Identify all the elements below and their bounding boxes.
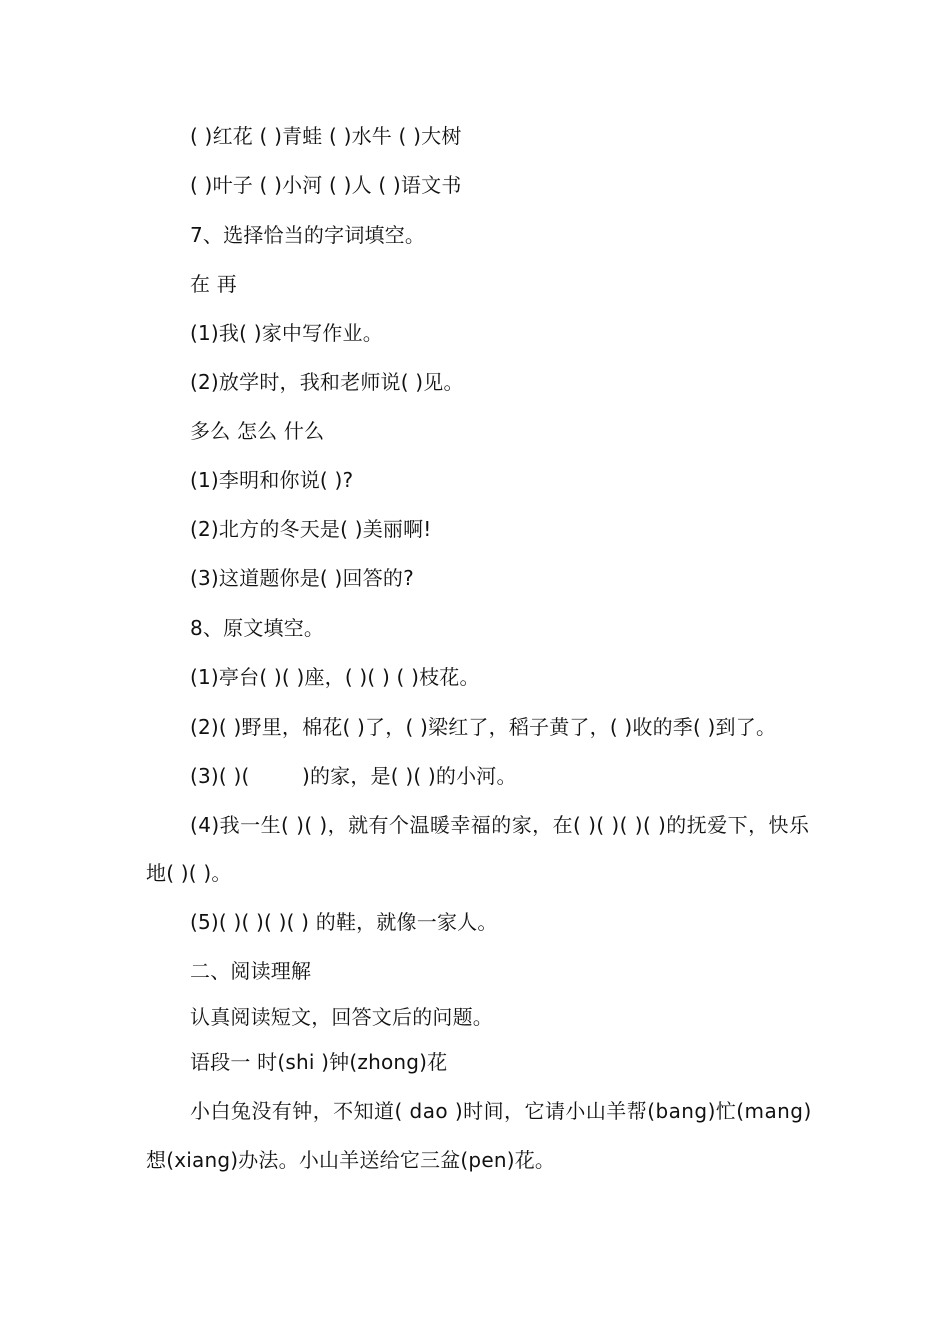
question-8-heading: 8、原文填空。 xyxy=(190,616,325,640)
fill-blank-line-nouns-1: ( )红花 ( )青蛙 ( )水牛 ( )大树 xyxy=(190,124,462,148)
question-7-item-3: (1)李明和你说( )? xyxy=(190,468,354,492)
question-8-item-3: (3)( )( )的家，是( )( )的小河。 xyxy=(190,764,517,788)
question-8-item-2: (2)( )野里，棉花( )了，( )梁红了，稻子黄了，( )收的季( )到了。 xyxy=(190,715,777,739)
word-choices-2: 多么 怎么 什么 xyxy=(190,419,325,443)
fill-blank-line-nouns-2: ( )叶子 ( )小河 ( )人 ( )语文书 xyxy=(190,173,462,197)
question-7-heading: 7、选择恰当的字词填空。 xyxy=(190,223,426,247)
reading-instructions: 认真阅读短文，回答文后的问题。 xyxy=(190,1005,493,1029)
passage-line-1: 小白兔没有钟，不知道( dao )时间，它请小山羊帮(bang)忙(mang) xyxy=(190,1099,812,1123)
passage-line-2: 想(xiang)办法。小山羊送给它三盆(pen)花。 xyxy=(146,1148,556,1172)
question-7-item-2: (2)放学时，我和老师说( )见。 xyxy=(190,370,464,394)
question-8-item-4: (4)我一生( )( )，就有个温暖幸福的家，在( )( )( )( )的抚爱下，快乐 xyxy=(190,813,810,837)
question-8-item-4-continued: 地( )( )。 xyxy=(146,861,232,885)
question-7-item-4: (2)北方的冬天是( )美丽啊! xyxy=(190,517,432,541)
word-choices-1: 在 再 xyxy=(190,272,237,296)
question-8-item-5: (5)( )( )( )( ) 的鞋，就像一家人。 xyxy=(190,910,498,934)
question-8-item-1: (1)亭台( )( )座，( )( ) ( )枝花。 xyxy=(190,665,480,689)
passage-title: 语段一 时(shi )钟(zhong)花 xyxy=(190,1050,448,1074)
question-7-item-1: (1)我( )家中写作业。 xyxy=(190,321,383,345)
question-7-item-5: (3)这道题你是( )回答的? xyxy=(190,566,414,590)
section-2-heading: 二、阅读理解 xyxy=(190,959,312,983)
